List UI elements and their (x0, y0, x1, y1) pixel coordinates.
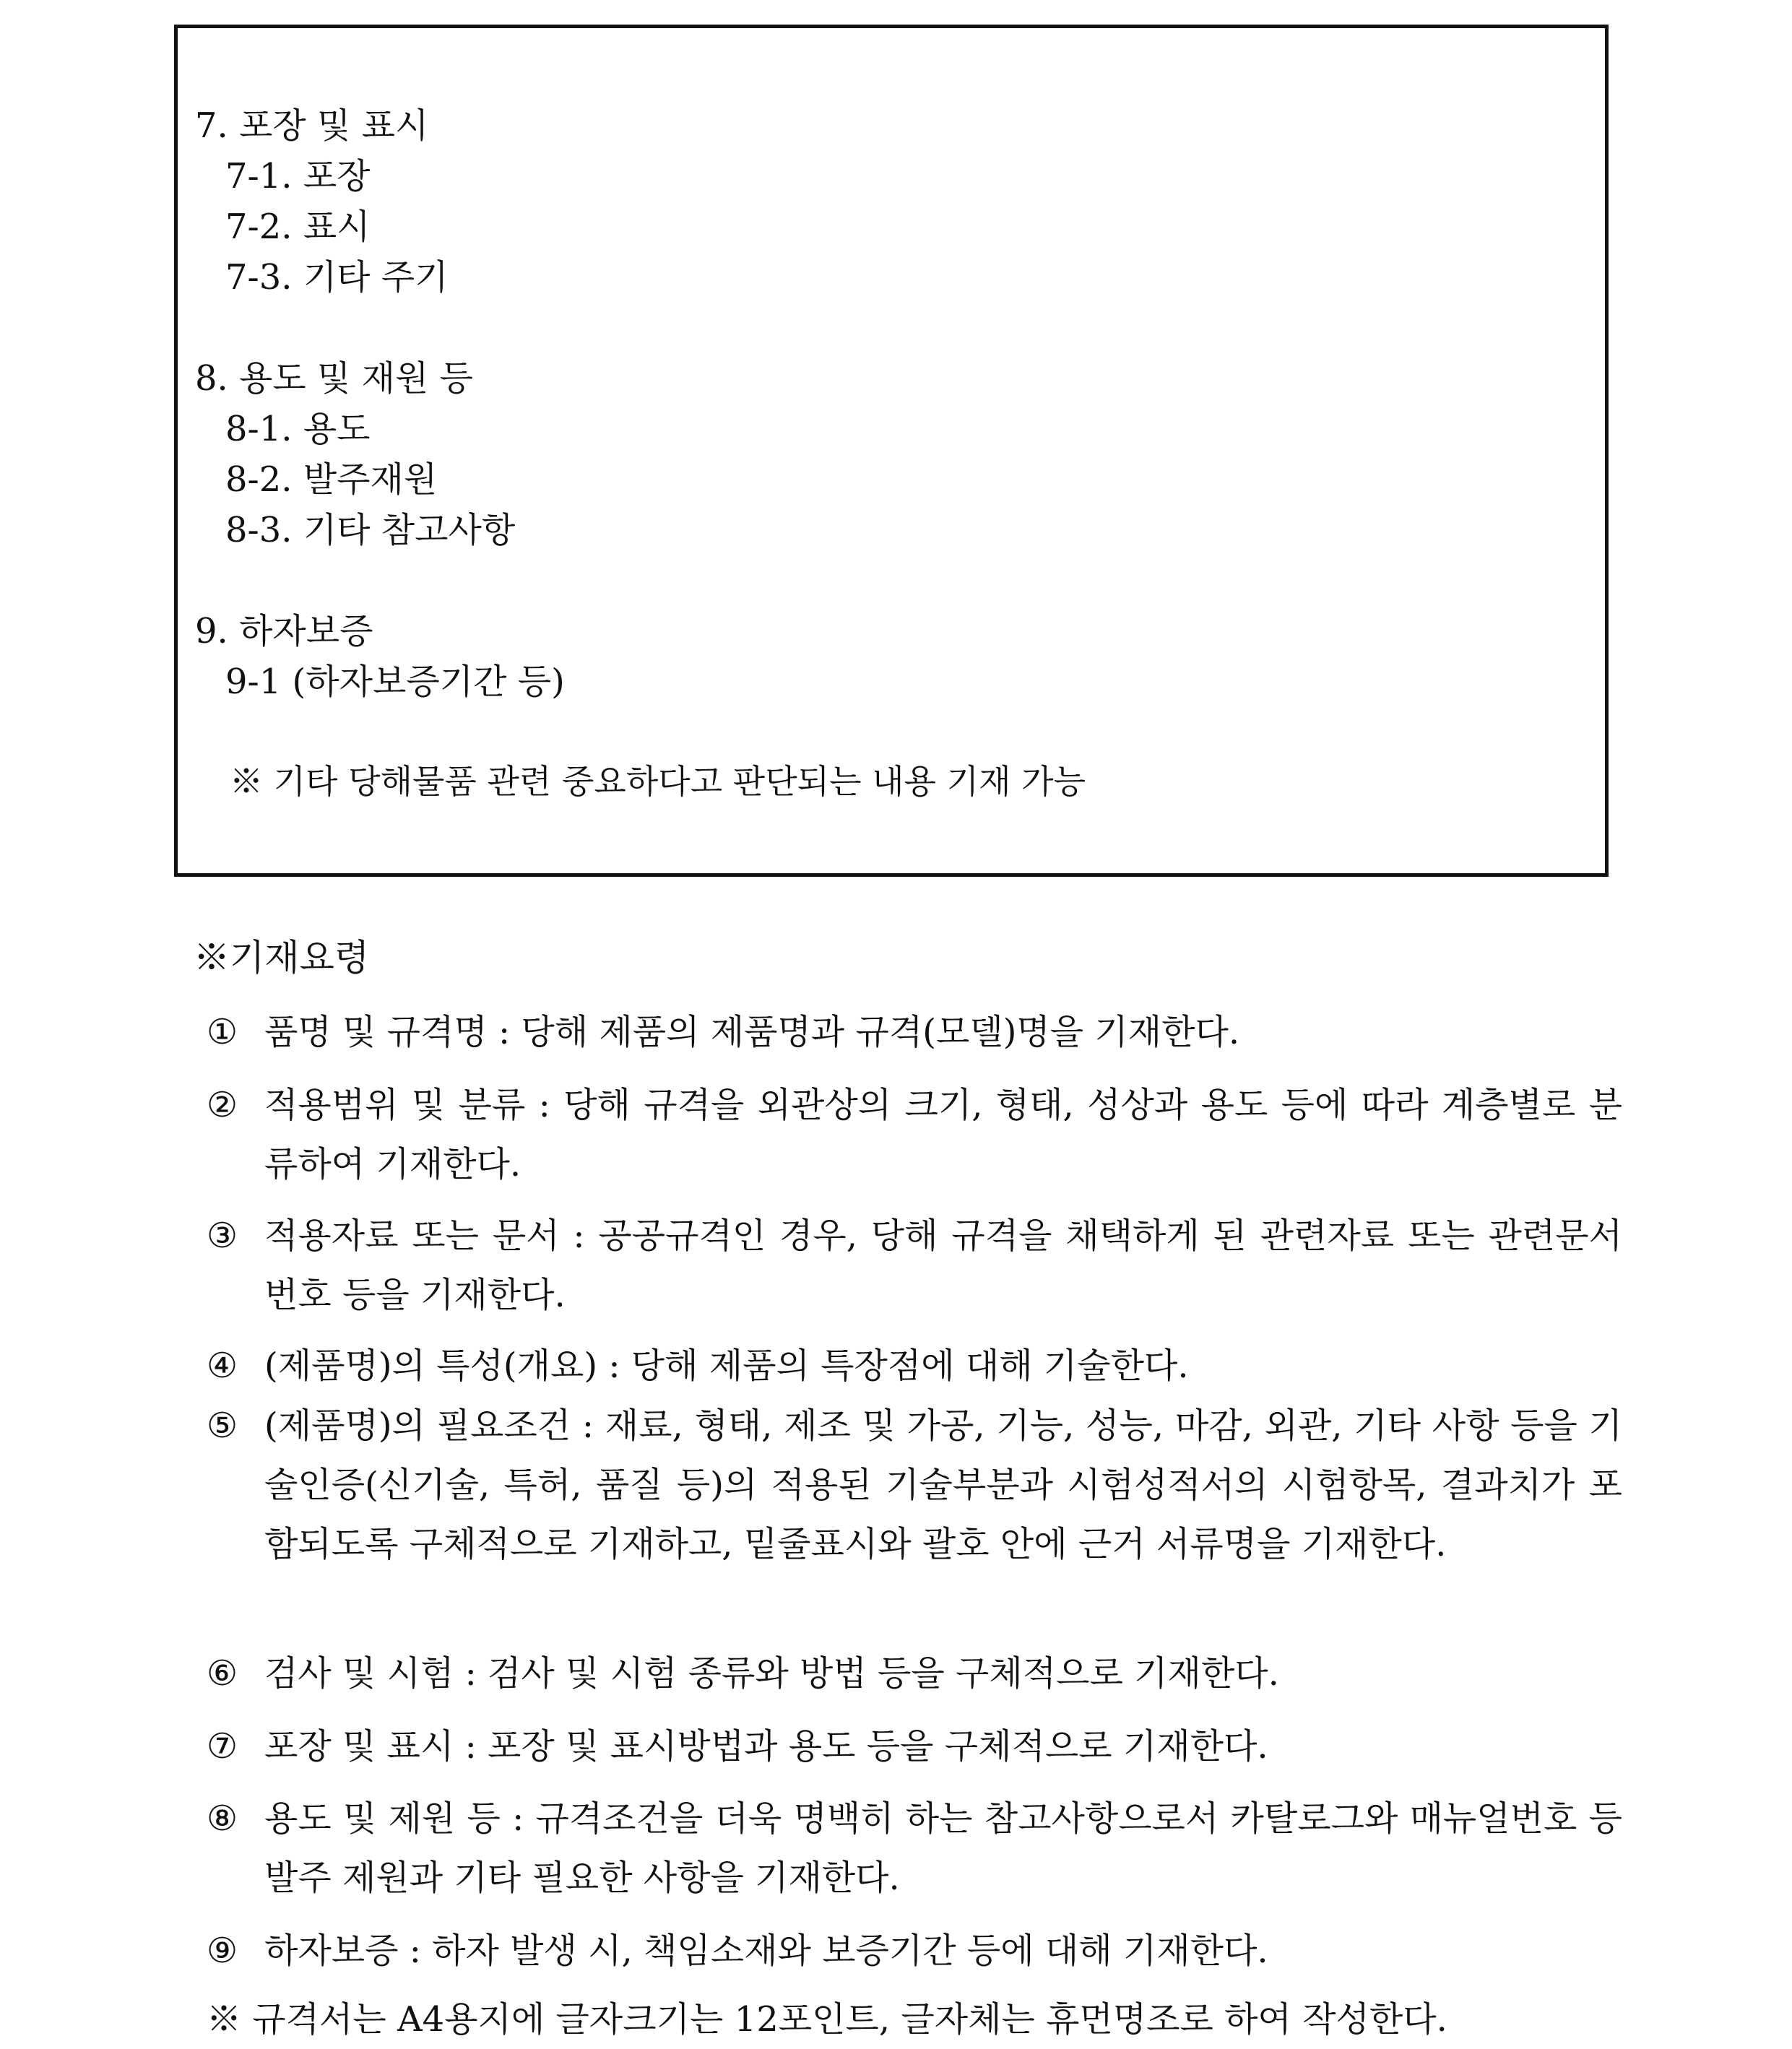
guide-item-text: (제품명)의 필요조건 : 재료, 형태, 제조 및 가공, 기능, 성능, 마감, 외관, 기타 사항 등을 기술인증(신기술, 특허, 품질 등)의 적용된 기술부분과 시험성적서의 시험항목, 결과치가 포함되도록 구체적으로 기재하고, 밑줄표시와 괄호 안에 근거 서류명을 기재한다. (264, 1405, 1622, 1564)
item-8-3: 8-3. 기타 참고사항 (225, 510, 516, 550)
guide-item-1 (207, 1002, 1622, 1062)
guide-item-8 (207, 1789, 1622, 1907)
guide-item-text: 포장 및 표시 : 포장 및 표시방법과 용도 등을 구체적으로 기재한다. (264, 1726, 1268, 1767)
section-9-heading: 9. 하자보증 (195, 611, 373, 651)
guide-item-text: 품명 및 규격명 : 당해 제품의 제품명과 규격(모델)명을 기재한다. (264, 1012, 1240, 1052)
format-note: ※ 규격서는 A4용지에 글자크기는 12포인트, 글자체는 휴먼명조로 하여 작성한다. (207, 1999, 1447, 2040)
guide-item-number: ⑨ (207, 1931, 238, 1971)
guide-item-text: (제품명)의 특성(개요) : 당해 제품의 특장점에 대해 기술한다. (264, 1346, 1189, 1386)
box-note: ※ 기타 당해물품 관련 중요하다고 판단되는 내용 기재 가능 (230, 762, 1086, 801)
item-7-2: 7-2. 표시 (225, 207, 371, 247)
guide-item-number: ⑥ (207, 1653, 238, 1694)
section-7-heading: 7. 포장 및 표시 (195, 105, 429, 146)
guide-item-number: ⑧ (207, 1798, 238, 1839)
guide-item-text: 하자보증 : 하자 발생 시, 책임소재와 보증기간 등에 대해 기재한다. (264, 1931, 1268, 1971)
guide-item-number: ⑦ (207, 1726, 238, 1767)
guide-item-number: ⑤ (207, 1405, 238, 1446)
item-8-1: 8-1. 용도 (225, 409, 371, 449)
guide-item-number: ④ (207, 1346, 238, 1386)
item-7-3: 7-3. 기타 주기 (225, 257, 449, 298)
guide-item-number: ① (207, 1012, 238, 1052)
guide-item-4 (207, 1336, 1622, 1395)
item-7-1: 7-1. 포장 (225, 156, 371, 196)
spec-outline-box (174, 25, 1609, 877)
guide-item-6 (207, 1644, 1622, 1703)
guide-title: ※기재요령 (194, 937, 370, 979)
guide-item-text: 용도 및 제원 등 : 규격조건을 더욱 명백히 하는 참고사항으로서 카탈로그와 매뉴얼번호 등 발주 제원과 기타 필요한 사항을 기재한다. (264, 1798, 1622, 1898)
guide-item-text: 검사 및 시험 : 검사 및 시험 종류와 방법 등을 구체적으로 기재한다. (264, 1653, 1279, 1694)
item-8-2: 8-2. 발주재원 (225, 459, 438, 500)
guide-item-2 (207, 1075, 1622, 1194)
guide-item-number: ② (207, 1085, 238, 1125)
guide-item-9 (207, 1921, 1622, 1980)
guide-item-text: 적용범위 및 분류 : 당해 규격을 외관상의 크기, 형태, 성상과 용도 등에 따라 계층별로 분류하여 기재한다. (264, 1085, 1622, 1184)
guide-item-text: 적용자료 또는 문서 : 공공규격인 경우, 당해 규격을 채택하게 된 관련자료 또는 관련문서 번호 등을 기재한다. (264, 1216, 1622, 1315)
guide-item-3 (207, 1206, 1622, 1325)
section-8-heading: 8. 용도 및 재원 등 (195, 358, 474, 399)
item-9-1: 9-1 (하자보증기간 등) (225, 662, 565, 702)
guide-item-5 (207, 1396, 1622, 1574)
guide-item-7 (207, 1717, 1622, 1776)
guide-item-number: ③ (207, 1216, 238, 1256)
